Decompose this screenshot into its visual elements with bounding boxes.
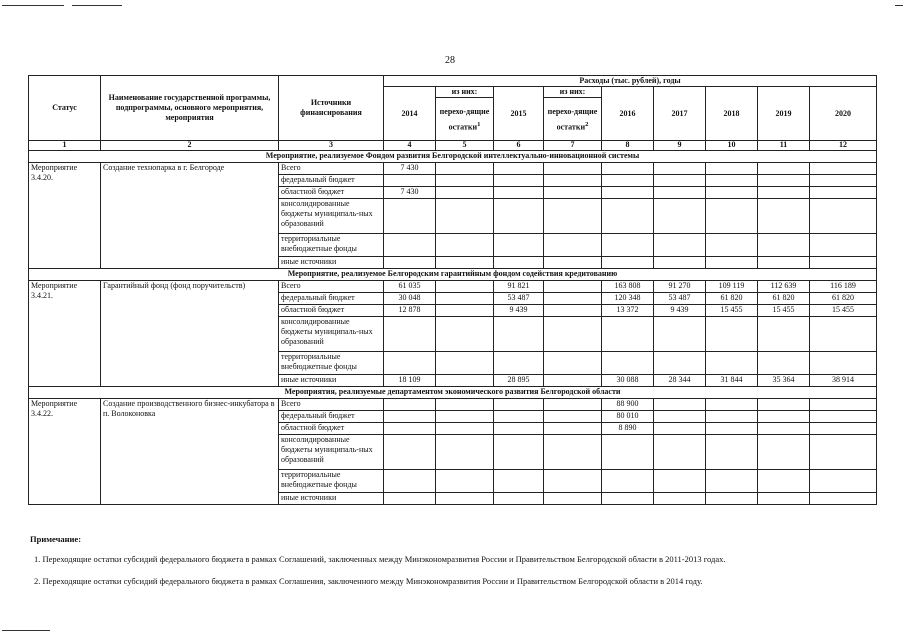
- value-cell: [654, 435, 706, 470]
- value-cell: 61 820: [758, 293, 810, 305]
- value-cell: [654, 199, 706, 234]
- value-cell: [544, 423, 602, 435]
- value-cell: [544, 234, 602, 257]
- budget-table: [28, 75, 877, 505]
- value-cell: [602, 199, 654, 234]
- value-cell: [436, 317, 494, 352]
- value-cell: 53 487: [654, 293, 706, 305]
- page-number: 28: [445, 55, 455, 66]
- value-cell: [384, 411, 436, 423]
- value-cell: [436, 352, 494, 375]
- value-cell: [544, 399, 602, 411]
- value-cell: [654, 163, 706, 175]
- value-cell: [602, 234, 654, 257]
- value-cell: [654, 493, 706, 505]
- funding-source-cell: территориальные внебюджетные фонды: [279, 352, 384, 375]
- header-year-2018: 2018: [706, 87, 758, 141]
- value-cell: [544, 352, 602, 375]
- value-cell: 9 439: [494, 305, 544, 317]
- footnote-mark: 1: [477, 120, 481, 128]
- value-cell: [758, 423, 810, 435]
- value-cell: [758, 399, 810, 411]
- funding-source-cell: областной бюджет: [279, 423, 384, 435]
- section-header-row: [29, 269, 877, 281]
- value-cell: [494, 493, 544, 505]
- value-cell: 91 821: [494, 281, 544, 293]
- value-cell: [810, 317, 877, 352]
- value-cell: 15 455: [758, 305, 810, 317]
- value-cell: [758, 470, 810, 493]
- value-cell: 9 439: [654, 305, 706, 317]
- section-title: Мероприятие, реализуемое Белгородским гарантийным фондом содействия кредитованию: [29, 269, 877, 281]
- column-number: 9: [654, 141, 706, 151]
- value-cell: [544, 163, 602, 175]
- value-cell: [544, 257, 602, 269]
- value-cell: 35 364: [758, 375, 810, 387]
- funding-source-cell: федеральный бюджет: [279, 175, 384, 187]
- value-cell: 28 895: [494, 375, 544, 387]
- value-cell: [544, 470, 602, 493]
- value-cell: [384, 423, 436, 435]
- value-cell: 61 820: [706, 293, 758, 305]
- value-cell: [436, 175, 494, 187]
- measure-name-cell: Создание технопарка в г. Белгороде: [101, 163, 279, 269]
- value-cell: [494, 234, 544, 257]
- funding-source-cell: иные источники: [279, 257, 384, 269]
- value-cell: [384, 493, 436, 505]
- value-cell: 116 189: [810, 281, 877, 293]
- funding-source-cell: консолидированные бюджеты муниципаль-ных образований: [279, 199, 384, 234]
- value-cell: [810, 411, 877, 423]
- value-cell: [654, 399, 706, 411]
- value-cell: [706, 352, 758, 375]
- header-carryover-label: перехо-дящие остатки: [547, 106, 598, 132]
- header-expenses: Расходы (тыс. рублей), годы: [384, 76, 877, 87]
- value-cell: [758, 187, 810, 199]
- bottom-rule: [2, 630, 50, 631]
- value-cell: [436, 163, 494, 175]
- header-year-2014: 2014: [384, 87, 436, 141]
- value-cell: 12 878: [384, 305, 436, 317]
- value-cell: [706, 423, 758, 435]
- value-cell: [654, 187, 706, 199]
- value-cell: 31 844: [706, 375, 758, 387]
- header-carryover-2015: [544, 98, 602, 141]
- value-cell: [494, 435, 544, 470]
- value-cell: [758, 317, 810, 352]
- note-item: 1. Переходящие остатки субсидий федерального бюджета в рамках Соглашений, заключенных между Минэкономразвития России и Правительством Белгородской области в 2011-2013 годах.: [34, 554, 726, 564]
- value-cell: [654, 470, 706, 493]
- funding-source-cell: областной бюджет: [279, 305, 384, 317]
- note-item: 2. Переходящие остатки субсидий федерального бюджета в рамках Соглашения, заключенного между Минэкономразвития России и Правительством Белгородской области в 2014 году.: [34, 576, 703, 586]
- value-cell: [810, 493, 877, 505]
- table-body: [29, 151, 877, 505]
- header-carryover-2014: [436, 98, 494, 141]
- column-number: 3: [279, 141, 384, 151]
- column-number: 11: [758, 141, 810, 151]
- value-cell: [654, 411, 706, 423]
- status-cell: Мероприятие 3.4.20.: [29, 163, 101, 269]
- value-cell: [544, 293, 602, 305]
- column-number: 4: [384, 141, 436, 151]
- value-cell: [494, 317, 544, 352]
- funding-source-cell: федеральный бюджет: [279, 293, 384, 305]
- value-cell: [758, 199, 810, 234]
- value-cell: [602, 257, 654, 269]
- notes-title: Примечание:: [30, 534, 82, 544]
- value-cell: 163 808: [602, 281, 654, 293]
- value-cell: [810, 352, 877, 375]
- header-year-2015: 2015: [494, 87, 544, 141]
- funding-source-cell: консолидированные бюджеты муниципаль-ных образований: [279, 435, 384, 470]
- value-cell: [758, 234, 810, 257]
- funding-source-cell: Всего: [279, 163, 384, 175]
- value-cell: [384, 257, 436, 269]
- funding-source-cell: территориальные внебюджетные фонды: [279, 470, 384, 493]
- value-cell: [494, 187, 544, 199]
- status-cell: Мероприятие 3.4.22.: [29, 399, 101, 505]
- value-cell: [602, 435, 654, 470]
- status-cell: Мероприятие 3.4.21.: [29, 281, 101, 387]
- footnote-mark: 2: [585, 120, 589, 128]
- value-cell: 15 455: [706, 305, 758, 317]
- value-cell: 120 348: [602, 293, 654, 305]
- value-cell: 30 088: [602, 375, 654, 387]
- top-rule: [895, 5, 903, 6]
- header-name: Наименование государственной программы, подпрограммы, основного мероприятия, мероприятия: [101, 76, 279, 141]
- value-cell: [810, 423, 877, 435]
- value-cell: [436, 199, 494, 234]
- value-cell: [706, 175, 758, 187]
- value-cell: [654, 317, 706, 352]
- value-cell: [758, 257, 810, 269]
- value-cell: [758, 493, 810, 505]
- value-cell: 30 048: [384, 293, 436, 305]
- value-cell: [758, 163, 810, 175]
- funding-source-cell: иные источники: [279, 375, 384, 387]
- column-number: 7: [544, 141, 602, 151]
- value-cell: [436, 493, 494, 505]
- value-cell: [384, 435, 436, 470]
- value-cell: 109 119: [706, 281, 758, 293]
- value-cell: [436, 234, 494, 257]
- value-cell: [494, 163, 544, 175]
- value-cell: 13 372: [602, 305, 654, 317]
- value-cell: [384, 399, 436, 411]
- value-cell: [384, 317, 436, 352]
- column-number: 10: [706, 141, 758, 151]
- value-cell: [384, 470, 436, 493]
- value-cell: 7 430: [384, 187, 436, 199]
- value-cell: [706, 411, 758, 423]
- value-cell: 15 455: [810, 305, 877, 317]
- measure-name-cell: Гарантийный фонд (фонд поручительств): [101, 281, 279, 387]
- value-cell: [544, 493, 602, 505]
- value-cell: [602, 352, 654, 375]
- value-cell: [494, 257, 544, 269]
- value-cell: [654, 352, 706, 375]
- value-cell: [654, 423, 706, 435]
- value-cell: [706, 399, 758, 411]
- value-cell: [494, 352, 544, 375]
- value-cell: [494, 199, 544, 234]
- funding-source-cell: Всего: [279, 281, 384, 293]
- column-number: 6: [494, 141, 544, 151]
- funding-source-cell: Всего: [279, 399, 384, 411]
- value-cell: [758, 175, 810, 187]
- value-cell: [602, 470, 654, 493]
- value-cell: [384, 234, 436, 257]
- value-cell: [654, 175, 706, 187]
- value-cell: [436, 187, 494, 199]
- value-cell: [436, 281, 494, 293]
- value-cell: 88 900: [602, 399, 654, 411]
- header-of-which: из них:: [436, 87, 494, 98]
- column-number: 12: [810, 141, 877, 151]
- value-cell: [654, 257, 706, 269]
- value-cell: [494, 423, 544, 435]
- value-cell: 28 344: [654, 375, 706, 387]
- value-cell: 18 109: [384, 375, 436, 387]
- value-cell: [602, 163, 654, 175]
- value-cell: [544, 187, 602, 199]
- value-cell: 38 914: [810, 375, 877, 387]
- value-cell: [544, 281, 602, 293]
- value-cell: [384, 175, 436, 187]
- value-cell: [436, 375, 494, 387]
- funding-source-cell: территориальные внебюджетные фонды: [279, 234, 384, 257]
- funding-source-cell: иные источники: [279, 493, 384, 505]
- funding-source-cell: областной бюджет: [279, 187, 384, 199]
- header-carryover-label: перехо-дящие остатки: [439, 106, 490, 132]
- value-cell: [758, 411, 810, 423]
- value-cell: 53 487: [494, 293, 544, 305]
- value-cell: [544, 317, 602, 352]
- value-cell: [706, 470, 758, 493]
- value-cell: [436, 293, 494, 305]
- value-cell: [810, 435, 877, 470]
- value-cell: [436, 435, 494, 470]
- value-cell: [758, 352, 810, 375]
- value-cell: [494, 411, 544, 423]
- value-cell: [544, 175, 602, 187]
- value-cell: 112 639: [758, 281, 810, 293]
- table-row: [29, 399, 877, 411]
- section-header-row: [29, 387, 877, 399]
- value-cell: [706, 234, 758, 257]
- value-cell: [494, 175, 544, 187]
- section-header-row: [29, 151, 877, 163]
- value-cell: [602, 187, 654, 199]
- funding-source-cell: консолидированные бюджеты муниципаль-ных образований: [279, 317, 384, 352]
- value-cell: [654, 234, 706, 257]
- header-status: Статус: [29, 76, 101, 141]
- column-number: 2: [101, 141, 279, 151]
- value-cell: [758, 435, 810, 470]
- value-cell: 7 430: [384, 163, 436, 175]
- value-cell: [602, 317, 654, 352]
- value-cell: [544, 199, 602, 234]
- header-of-which: из них:: [544, 87, 602, 98]
- value-cell: [706, 435, 758, 470]
- value-cell: [706, 187, 758, 199]
- value-cell: 61 035: [384, 281, 436, 293]
- value-cell: 61 820: [810, 293, 877, 305]
- value-cell: [602, 175, 654, 187]
- value-cell: [810, 163, 877, 175]
- value-cell: [810, 199, 877, 234]
- table-row: [29, 163, 877, 175]
- value-cell: [544, 305, 602, 317]
- value-cell: [602, 493, 654, 505]
- value-cell: [436, 399, 494, 411]
- value-cell: [810, 399, 877, 411]
- value-cell: [544, 435, 602, 470]
- value-cell: 80 010: [602, 411, 654, 423]
- header-year-2020: 2020: [810, 87, 877, 141]
- header-sources: Источники финансирования: [279, 76, 384, 141]
- top-rule: [2, 5, 64, 6]
- column-numbers-row: [29, 141, 877, 151]
- value-cell: [544, 375, 602, 387]
- section-title: Мероприятия, реализуемые департаментом экономического развития Белгородской области: [29, 387, 877, 399]
- section-title: Мероприятие, реализуемое Фондом развития Белгородской интеллектуально-инновационной системы: [29, 151, 877, 163]
- top-rule: [72, 5, 122, 6]
- column-number: 5: [436, 141, 494, 151]
- value-cell: [810, 257, 877, 269]
- header-year-2016: 2016: [602, 87, 654, 141]
- value-cell: [544, 411, 602, 423]
- value-cell: [436, 305, 494, 317]
- header-year-2017: 2017: [654, 87, 706, 141]
- value-cell: [436, 257, 494, 269]
- value-cell: [436, 411, 494, 423]
- funding-source-cell: федеральный бюджет: [279, 411, 384, 423]
- value-cell: [384, 352, 436, 375]
- value-cell: [706, 199, 758, 234]
- value-cell: [494, 399, 544, 411]
- header-year-2019: 2019: [758, 87, 810, 141]
- value-cell: [810, 470, 877, 493]
- value-cell: 91 270: [654, 281, 706, 293]
- value-cell: [810, 187, 877, 199]
- measure-name-cell: Создание производственного бизнес-инкубатора в п. Волоконовка: [101, 399, 279, 505]
- column-number: 1: [29, 141, 101, 151]
- value-cell: [384, 199, 436, 234]
- table-row: [29, 281, 877, 293]
- value-cell: [436, 423, 494, 435]
- value-cell: [706, 163, 758, 175]
- value-cell: [706, 257, 758, 269]
- value-cell: [810, 175, 877, 187]
- value-cell: [706, 317, 758, 352]
- value-cell: [810, 234, 877, 257]
- value-cell: 8 890: [602, 423, 654, 435]
- column-number: 8: [602, 141, 654, 151]
- value-cell: [494, 470, 544, 493]
- value-cell: [436, 470, 494, 493]
- value-cell: [706, 493, 758, 505]
